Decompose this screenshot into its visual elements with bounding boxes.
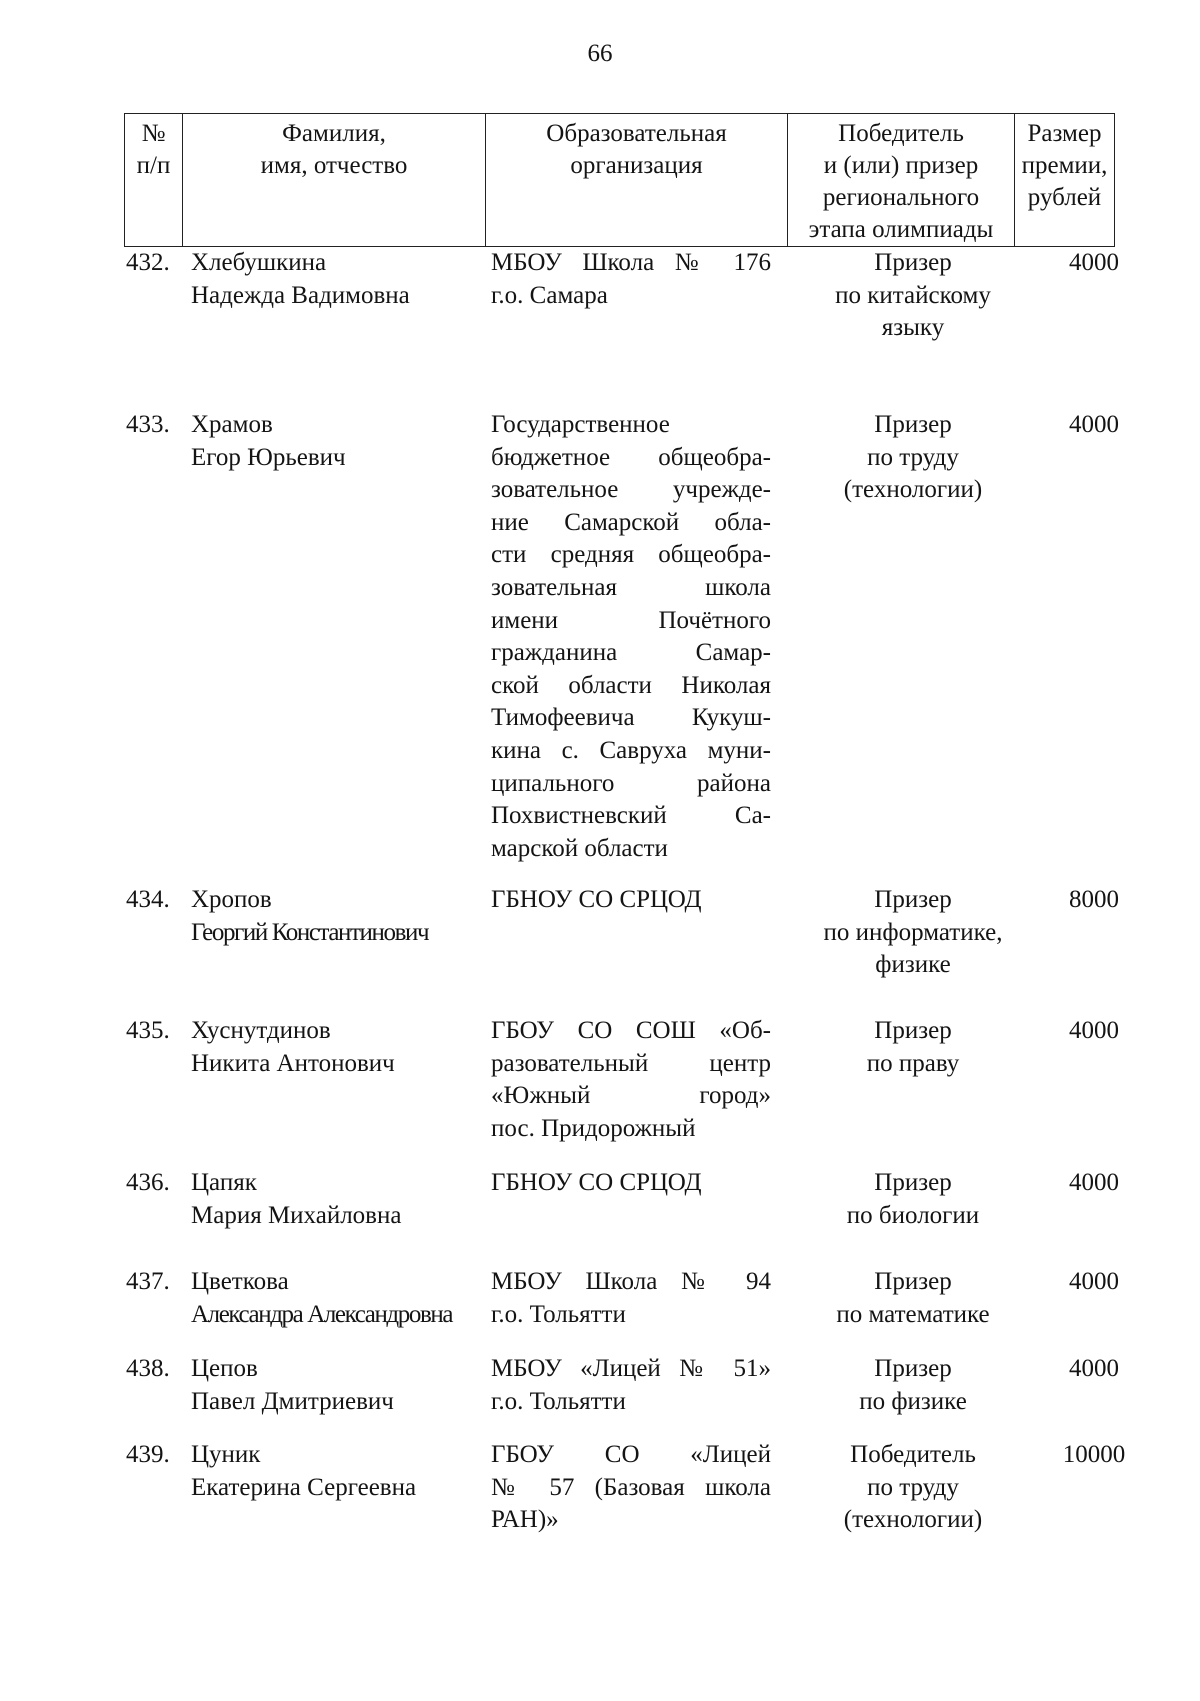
prize-amount: 4000	[1069, 1169, 1119, 1196]
status	[789, 1439, 1037, 1537]
status-line: Призер	[874, 249, 952, 276]
status	[789, 409, 1037, 507]
organization	[491, 1266, 771, 1331]
organization	[491, 1353, 771, 1418]
prize-amount: 4000	[1069, 1355, 1119, 1382]
name-line: Егор Юрьевич	[191, 443, 346, 471]
org-line: сти средняя общеобра-	[491, 541, 771, 569]
participant-name	[191, 884, 486, 949]
header-line: премии,	[1021, 152, 1108, 179]
organization	[491, 884, 771, 917]
status	[789, 1266, 1037, 1331]
org-line: г.о. Самара	[491, 281, 608, 309]
status-line: по труду	[867, 1473, 959, 1501]
name-line: Мария Михайловна	[191, 1201, 402, 1229]
prize-amount: 4000	[1069, 1017, 1119, 1044]
header-winner	[788, 114, 1015, 247]
participant-name	[191, 1353, 486, 1418]
status	[789, 1015, 1037, 1080]
org-line: бюджетное общеобра-	[491, 443, 771, 471]
org-line: пос. Придорожный	[491, 1114, 696, 1142]
status-line: физике	[875, 951, 951, 979]
status-line: по физике	[859, 1387, 967, 1415]
status-line: языку	[881, 314, 945, 342]
name-line: Храмов	[191, 411, 273, 438]
header-line: №	[141, 120, 166, 147]
status	[789, 1353, 1037, 1418]
status-line: по информатике,	[823, 918, 1003, 946]
header-line: этапа олимпиады	[808, 216, 994, 243]
name-line: Екатерина Сергеевна	[191, 1473, 417, 1501]
org-line: г.о. Тольятти	[491, 1300, 626, 1328]
status-line: по биологии	[846, 1201, 980, 1229]
status-line: Призер	[874, 1268, 952, 1295]
header-number	[125, 114, 183, 247]
row-number: 434.	[126, 886, 170, 913]
org-line: № 57 (Базовая школа	[491, 1473, 771, 1501]
row-number: 437.	[126, 1268, 170, 1295]
status-line: по праву	[866, 1049, 960, 1077]
org-line: марской области	[491, 834, 668, 862]
row-number: 438.	[126, 1355, 170, 1382]
participant-name	[191, 1167, 486, 1232]
organization	[491, 1167, 771, 1200]
org-line: МБОУ «Лицей № 51»	[491, 1355, 771, 1382]
org-line: ской области Николая	[491, 671, 771, 699]
org-line: кина с. Савруха муни-	[491, 736, 771, 764]
participant-name	[191, 247, 486, 312]
org-line: Государственное	[491, 411, 670, 438]
organization	[491, 247, 771, 312]
status	[789, 1167, 1037, 1232]
name-line: Георгий Константинович	[191, 918, 429, 946]
org-line: МБОУ Школа № 176	[491, 249, 771, 276]
header-prize	[1015, 114, 1115, 247]
org-line: г.о. Тольятти	[491, 1387, 626, 1415]
row-number: 432.	[126, 249, 170, 276]
status-line: по труду	[867, 443, 959, 471]
org-line: ние Самарской обла-	[491, 508, 771, 536]
header-line: Фамилия,	[282, 120, 386, 147]
org-line: Тимофеевича Кукуш-	[491, 704, 771, 732]
org-line: имени Почётного	[491, 606, 771, 634]
status-line: Призер	[874, 1017, 952, 1044]
name-line: Хропов	[191, 886, 272, 913]
status-line: по китайскому	[835, 281, 991, 309]
participant-name	[191, 1439, 486, 1504]
org-line: гражданина Самар-	[491, 639, 771, 667]
org-line: МБОУ Школа № 94	[491, 1268, 771, 1295]
org-line: Похвистневский Са-	[491, 802, 771, 830]
status-line: Призер	[874, 886, 952, 913]
org-line: ГБНОУ СО СРЦОД	[491, 1169, 702, 1196]
status-line: Призер	[874, 411, 952, 438]
header-line: Образовательная	[546, 120, 727, 147]
name-line: Хуснутдинов	[191, 1017, 331, 1044]
prize-amount: 4000	[1069, 1268, 1119, 1295]
header-line: Размер	[1027, 120, 1102, 147]
name-line: Никита Антонович	[191, 1049, 395, 1077]
status-line: (технологии)	[843, 476, 983, 504]
org-line: ципального района	[491, 769, 771, 797]
prize-amount: 4000	[1069, 411, 1119, 438]
header-name	[183, 114, 486, 247]
org-line: зовательное учрежде-	[491, 476, 771, 504]
org-line: разовательный центр	[491, 1049, 771, 1077]
row-number: 433.	[126, 411, 170, 438]
name-line: Цапяк	[191, 1169, 257, 1196]
header-line: имя, отчество	[260, 152, 408, 179]
header-line: рублей	[1027, 184, 1102, 211]
name-line: Цепов	[191, 1355, 258, 1382]
row-number: 439.	[126, 1441, 170, 1468]
header-line: п/п	[136, 152, 171, 179]
name-line: Надежда Вадимовна	[191, 281, 410, 309]
org-line: ГБОУ СО «Лицей	[491, 1441, 771, 1468]
organization	[491, 1015, 771, 1145]
status-line: Призер	[874, 1355, 952, 1382]
prize-amount: 8000	[1069, 886, 1119, 913]
participant-name	[191, 409, 486, 474]
header-line: и (или) призер	[823, 152, 979, 179]
name-line: Цветкова	[191, 1268, 289, 1295]
header-organization	[486, 114, 788, 247]
organization	[491, 409, 771, 865]
org-line: «Южный город»	[491, 1082, 771, 1110]
status-line: Победитель	[850, 1441, 976, 1468]
org-line: РАН)»	[491, 1506, 559, 1534]
header-line: организация	[570, 152, 703, 179]
status-line: Призер	[874, 1169, 952, 1196]
page-number: 66	[587, 40, 613, 67]
prize-amount: 10000	[1062, 1441, 1126, 1468]
row-number: 435.	[126, 1017, 170, 1044]
org-line: ГБОУ СО СОШ «Об-	[491, 1017, 771, 1044]
participant-name	[191, 1015, 486, 1080]
header-line: регионального	[822, 184, 980, 211]
header-line: Победитель	[838, 120, 964, 147]
row-number: 436.	[126, 1169, 170, 1196]
org-line: зовательная школа	[491, 573, 771, 601]
status-line: (технологии)	[843, 1506, 983, 1534]
org-line: ГБНОУ СО СРЦОД	[491, 886, 702, 913]
organization	[491, 1439, 771, 1537]
status	[789, 247, 1037, 345]
prize-amount: 4000	[1069, 249, 1119, 276]
name-line: Павел Дмитриевич	[191, 1387, 394, 1415]
name-line: Цуник	[191, 1441, 261, 1468]
name-line: Александра Александровна	[191, 1300, 453, 1328]
participant-name	[191, 1266, 486, 1331]
name-line: Хлебушкина	[191, 249, 327, 276]
status-line: по математике	[836, 1300, 990, 1328]
status	[789, 884, 1037, 982]
table-header	[124, 113, 1115, 247]
